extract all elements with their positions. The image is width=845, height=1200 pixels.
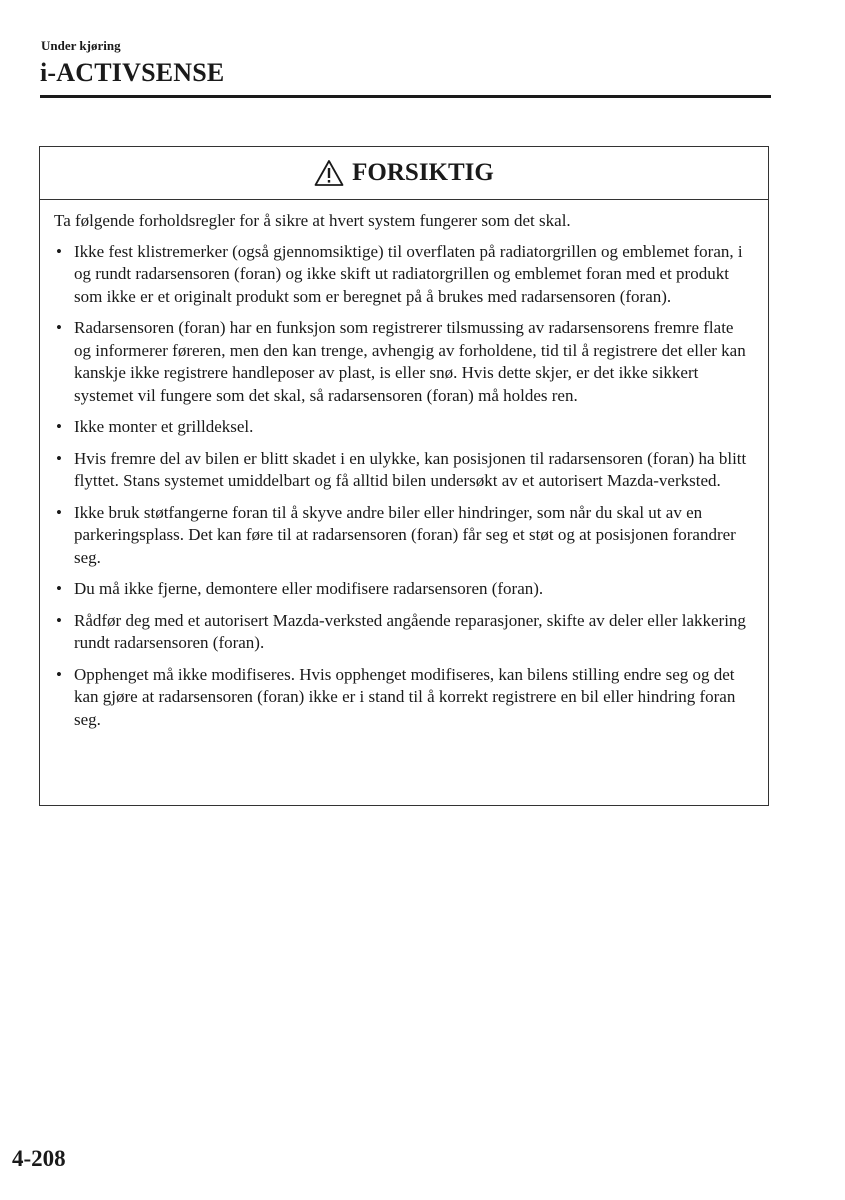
caution-intro: Ta følgende forholdsregler for å sikre at hvert system fungerer som det skal. xyxy=(54,211,571,230)
bullet-icon: • xyxy=(56,610,62,630)
caution-item xyxy=(54,502,754,570)
section-label: Under kjøring xyxy=(41,38,121,53)
caution-item xyxy=(54,610,754,655)
caution-item-text: Ikke monter et grilldeksel. xyxy=(74,417,254,436)
caution-title: FORSIKTIG xyxy=(352,159,494,186)
caution-list xyxy=(54,241,754,732)
bullet-icon: • xyxy=(56,318,62,337)
caution-item-text: Radarsensoren (foran) har en funksjon som registrerer tilsmussing av radarsensorens fremre flate og informerer føreren, men den kan trenge, avhengig av forholdene, tid til å registrere det eller kan kanskje ikke registrere handleposer av plast, is eller snø. Hvis dette skjer, er det ikke sikkert systemet vil fungere som det skal, så radarsensoren (foran) må holdes ren. xyxy=(74,318,746,405)
caution-item-text: Rådfør deg med et autorisert Mazda-verksted angående reparasjoner, skifte av deler eller lakkering rundt radarsensoren (foran). xyxy=(74,610,746,652)
bullet-icon: • xyxy=(56,664,62,684)
title-divider xyxy=(40,95,771,98)
caution-item-text: Ikke fest klistremerker (også gjennomsiktige) til overflaten på radiatorgrillen og emblemet foran, i og rundt radarsensoren (foran) og ikke skift ut radiatorgrillen og emblemet foran med et produkt som ikke er et originalt produkt som er beregnet på å brukes med radarsensoren (foran). xyxy=(74,241,743,306)
caution-item-text: Ikke bruk støtfangerne foran til å skyve andre biler eller hindringer, som når du skal ut av en parkeringsplass. Det kan føre til at radarsensoren (foran) får seg et støt og at posisjonen forandrer seg. xyxy=(74,502,736,567)
caution-item xyxy=(54,241,754,309)
bullet-icon: • xyxy=(56,579,62,598)
caution-body xyxy=(40,200,768,731)
caution-item-text: Du må ikke fjerne, demontere eller modifisere radarsensoren (foran). xyxy=(74,579,544,598)
bullet-icon: • xyxy=(56,448,62,468)
caution-item xyxy=(54,448,754,493)
bullet-icon: • xyxy=(56,241,62,261)
caution-box xyxy=(39,146,769,806)
bullet-icon: • xyxy=(56,417,62,436)
caution-item xyxy=(54,416,754,439)
caution-item xyxy=(54,317,754,407)
caution-item-text: Hvis fremre del av bilen er blitt skadet i en ulykke, kan posisjonen til radarsensoren (foran) ha blitt flyttet. Stans systemet umiddelbart og få alltid bilen undersøkt av et autorisert Mazda-verksted. xyxy=(74,448,747,490)
bullet-icon: • xyxy=(56,502,62,522)
chapter-title: i-ACTIVSENSE xyxy=(40,58,225,87)
caution-item xyxy=(54,578,754,601)
caution-header xyxy=(40,147,768,200)
page-number: 4-208 xyxy=(12,1146,66,1171)
warning-triangle-icon xyxy=(314,159,344,187)
caution-item-text: Opphenget må ikke modifiseres. Hvis opphenget modifiseres, kan bilens stilling endre seg og det kan gjøre at radarsensoren (foran) ikke er i stand til å korrekt registrere en bil eller hindring foran seg. xyxy=(74,664,736,729)
caution-item xyxy=(54,664,754,732)
